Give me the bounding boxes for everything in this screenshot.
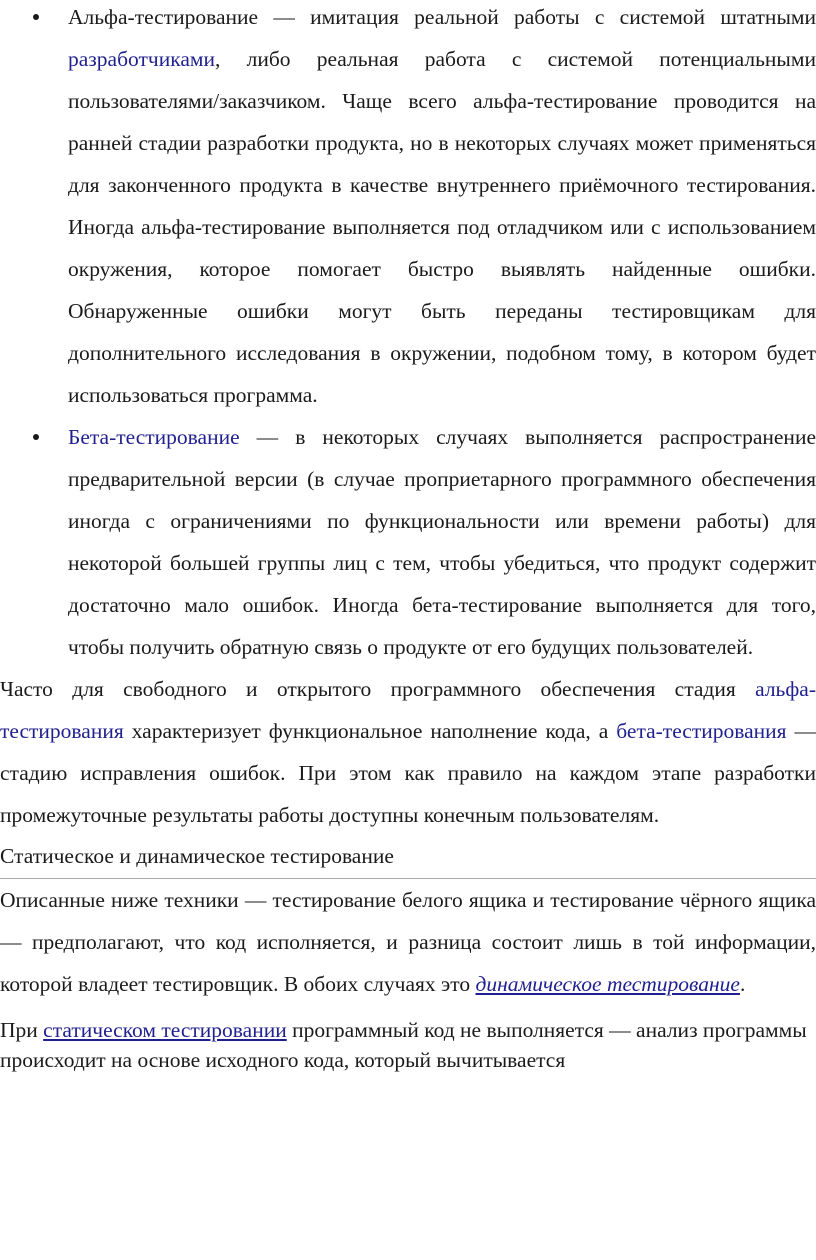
beta-text-1: — в некоторых случаях выполняется распространение предварительной версии (в случае проприетарного программного обеспечения иногда с ограничениями по функциональности или времени работы) для некоторой большей группы лиц с тем, чтобы убедиться, что продукт содержит достаточно мало ошибок. Иногда бета-тестирование выполняется для того, чтобы получить обратную связь о продукте от его будущих пользователей.	[68, 425, 816, 659]
alpha-paragraph	[68, 0, 816, 416]
static-text-2: программный код не выполняется — анализ программы происходит на основе исходного кода, который вычитывается	[0, 1018, 807, 1072]
alpha-text-2: , либо реальная работа с системой потенциальными пользователями/заказчиком. Чаще всего альфа-тестирование проводится на ранней стадии разработки продукта, но в некоторых случаях может применяться для законченного продукта в качестве внутреннего приёмочного тестирования. Иногда альфа-тестирование выполняется под отладчиком или с использованием окружения, которое помогает быстро выявлять найденные ошибки. Обнаруженные ошибки могут быть переданы тестировщикам для дополнительного исследования в окружении, подобном тому, в котором будет использоваться программа.	[68, 47, 816, 407]
static-text-1: При	[0, 1018, 44, 1042]
static-testing-link[interactable]: статическом тестировании	[43, 1018, 287, 1042]
dynamic-testing-link[interactable]: динамическое тестирование	[475, 972, 740, 996]
techniques-text-2: .	[739, 972, 746, 996]
alpha-text-1: Альфа-тестирование — имитация реальной работы с системой штатными	[68, 5, 816, 29]
list-item-beta	[0, 416, 816, 668]
beta-testing-stage-link[interactable]: бета-тестирования	[616, 719, 787, 743]
developers-link[interactable]: разработчиками	[68, 47, 215, 71]
bullet-icon	[33, 434, 39, 440]
techniques-paragraph	[0, 879, 816, 1005]
open-source-text-2: характеризует функциональное наполнение кода, а	[123, 719, 617, 743]
techniques-text-1: Описанные ниже техники — тестирование белого ящика и тестирование чёрного ящика — предполагают, что код исполняется, и разница состоит лишь в той информации, которой владеет тестировщик. В обоих случаях это	[0, 888, 816, 996]
beta-paragraph	[68, 416, 816, 668]
open-source-text-3: — стадию исправления ошибок. При этом как правило на каждом этапе разработки промежуточные результаты работы доступны конечным пользователям.	[0, 719, 816, 827]
open-source-paragraph	[0, 668, 816, 836]
bullet-icon	[33, 14, 39, 20]
alpha-testing-link[interactable]: альфа-тестирования	[0, 677, 816, 743]
section-heading: Статическое и динамическое тестирование	[0, 836, 816, 879]
static-testing-paragraph	[0, 1015, 816, 1075]
beta-testing-link[interactable]: Бета-тестирование	[68, 425, 240, 449]
open-source-text-1: Часто для свободного и открытого программного обеспечения стадия	[0, 677, 756, 701]
list-item-alpha	[0, 0, 816, 416]
